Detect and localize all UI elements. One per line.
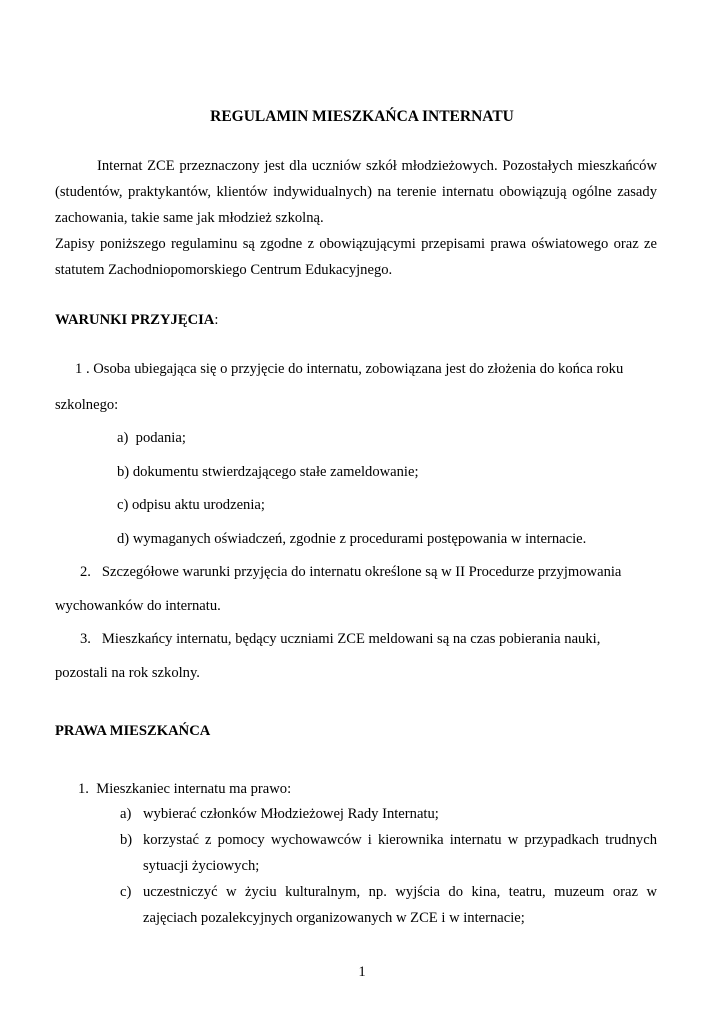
prawa-sub-b-line-1: korzystać z pomocy wychowawców i kierownika internatu w przypadkach trudnych bbox=[143, 832, 657, 848]
section-heading-warunki bbox=[55, 312, 218, 329]
section-heading-prawa: PRAWA MIESZKAŃCA bbox=[55, 723, 211, 739]
sub-marker: b) bbox=[117, 464, 130, 480]
warunki-item-3-line-1 bbox=[80, 631, 600, 648]
warunki-item-1-text: Osoba ubiegająca się o przyjęcie do internatu, zobowiązana jest do złożenia do końca roku bbox=[93, 361, 624, 377]
warunki-item-1-number: 1 . bbox=[75, 361, 90, 377]
page-number: 1 bbox=[358, 964, 366, 980]
prawa-item-1-text: Mieszkaniec internatu ma prawo: bbox=[96, 781, 292, 797]
prawa-sub-c-marker: c) bbox=[120, 884, 132, 900]
prawa-sub-b-line-2: sytuacji życiowych; bbox=[143, 858, 260, 874]
warunki-sub-d bbox=[117, 531, 586, 548]
prawa-item-1-number: 1. bbox=[78, 781, 89, 797]
warunki-item-3-line-2: pozostali na rok szkolny. bbox=[55, 665, 200, 681]
intro-line-1: Internat ZCE przeznaczony jest dla uczniów szkół młodzieżowych. Pozostałych mieszkańców bbox=[97, 158, 657, 174]
warunki-sub-c bbox=[117, 497, 265, 514]
prawa-item-1 bbox=[78, 781, 291, 798]
intro-line-3: zachowania, takie same jak młodzież szkolną. bbox=[55, 210, 324, 226]
intro-line-2: (studentów, praktykantów, klientów indywidualnych) na terenie internatu obowiązują ogólne zasady bbox=[55, 184, 657, 200]
sub-text: odpisu aktu urodzenia; bbox=[132, 497, 265, 513]
warunki-item-1-line-2: szkolnego: bbox=[55, 397, 119, 413]
document-title: REGULAMIN MIESZKAŃCA INTERNATU bbox=[210, 108, 514, 125]
warunki-sub-a bbox=[117, 430, 186, 447]
warunki-heading-text: WARUNKI PRZYJĘCIA bbox=[55, 312, 215, 328]
sub-text: podania; bbox=[135, 430, 186, 446]
warunki-heading-colon: : bbox=[214, 312, 219, 328]
sub-marker: d) bbox=[117, 531, 130, 547]
intro-line-4: Zapisy poniższego regulaminu są zgodne z obowiązującymi przepisami prawa oświatowego oraz ze bbox=[55, 236, 657, 252]
warunki-item-1-line-1 bbox=[75, 361, 623, 378]
warunki-item-2-line-2: wychowanków do internatu. bbox=[55, 598, 221, 614]
sub-marker: a) bbox=[117, 430, 129, 446]
prawa-sub-a-marker: a) bbox=[120, 806, 132, 822]
sub-marker: c) bbox=[117, 497, 129, 513]
warunki-item-2-number: 2. bbox=[80, 564, 91, 580]
prawa-sub-c-line-2: zajęciach pozalekcyjnych organizowanych w ZCE i w internacie; bbox=[143, 910, 525, 926]
prawa-sub-b-marker: b) bbox=[120, 832, 133, 848]
warunki-sub-b bbox=[117, 464, 419, 481]
warunki-item-2-text: Szczegółowe warunki przyjęcia do internatu określone są w II Procedurze przyjmowania bbox=[101, 564, 622, 580]
warunki-item-2-line-1 bbox=[80, 564, 621, 581]
prawa-sub-c-line-1: uczestniczyć w życiu kulturalnym, np. wyjścia do kina, teatru, muzeum oraz w bbox=[143, 884, 657, 900]
sub-text: dokumentu stwierdzającego stałe zameldowanie; bbox=[132, 464, 419, 480]
prawa-sub-a-text: wybierać członków Młodzieżowej Rady Internatu; bbox=[143, 806, 439, 822]
intro-line-5: statutem Zachodniopomorskiego Centrum Edukacyjnego. bbox=[55, 262, 393, 278]
warunki-item-3-text: Mieszkańcy internatu, będący uczniami ZCE meldowani są na czas pobierania nauki, bbox=[101, 631, 601, 647]
warunki-item-3-number: 3. bbox=[80, 631, 91, 647]
sub-text: wymaganych oświadczeń, zgodnie z procedurami postępowania w internacie. bbox=[132, 531, 587, 547]
